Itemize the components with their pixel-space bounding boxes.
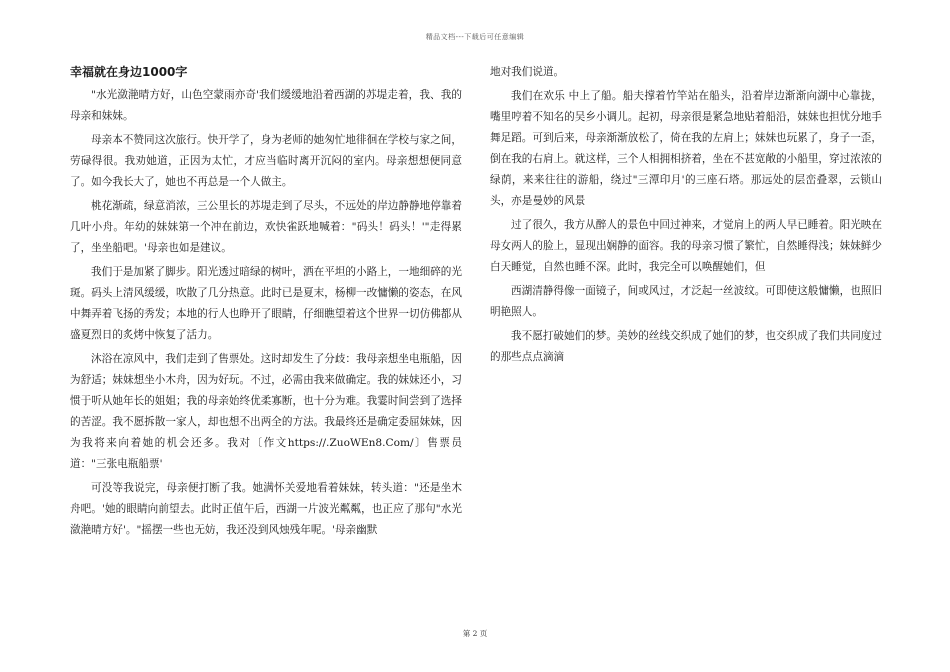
page-number: 第 2 页: [462, 629, 488, 638]
paragraph: 过了很久，我方从醉人的景色中回过神来，才觉肩上的两人早已睡着。阳光映在母女两人的脸上，显现出娴静的面容。我的母亲习惯了繁忙，自然睡得浅；妹妹鲜少白天睡觉，自然也睡不深。此时，我完全可以唤醒她们，但: [490, 219, 882, 273]
right-column: [490, 62, 882, 371]
paragraph: 桃花渐疏，绿意消浓，三公里长的苏堤走到了尽头，不远处的岸边静静地停靠着几叶小舟。年幼的妹妹第一个冲在前边，欢快雀跃地喊着："码头！码头！'"走得累了，坐坐船吧。'母亲也如是建议。: [70, 200, 462, 254]
page-header: 精品文档---下载后可任意编辑: [425, 33, 525, 41]
paragraph-continuation: 地对我们说道。: [490, 66, 565, 78]
paragraph: "水光潋滟晴方好，山色空蒙雨亦奇'我们缓缓地沿着西湖的苏堤走着，我、我的母亲和妹妹。: [70, 89, 462, 122]
paragraph: 我不愿打破她们的梦。美妙的丝线交织成了她们的梦，也交织成了我们共同度过的那些点点滴滴: [490, 330, 882, 363]
paragraph: 西湖清静得像一面镜子，间或风过，才泛起一丝波纹。可即使这般慵懒，也照旧明艳照人。: [490, 285, 882, 318]
paragraph: 母亲本不赞同这次旅行。快开学了，身为老师的她匆忙地徘徊在学校与家之间，劳碌得很。我劝她道，正因为太忙，才应当临时离开沉闷的室内。母亲想想便同意了。如今我长大了，她也不再总是一个人做主。: [70, 134, 462, 188]
left-column: [70, 62, 462, 544]
paragraph: 可没等我说完，母亲便打断了我。她满怀关爱地看着妹妹，转头道："还是坐木舟吧。'她的眼睛向前望去。此时正值午后，西湖一片波光粼粼，也正应了那句"水光潋滟晴方好'。"摇摆一些也无妨，我还没到风烛残年呢。'母亲幽默: [70, 482, 462, 536]
paragraph: 我们于是加紧了脚步。阳光透过暗绿的树叶，洒在平坦的小路上，一地细碎的光斑。码头上清风缓缓，吹散了几分热意。此时已是夏末，杨柳一改慵懒的姿态，在风中舞弄着飞扬的秀发；本地的行人也睁开了眼睛，仔细瞧望着这个世界一切仿佛都从盛夏烈日的炙烤中恢复了活力。: [70, 266, 462, 341]
article-title: 幸福就在身边1000字: [70, 65, 188, 79]
paragraph: 沐浴在凉风中，我们走到了售票处。这时却发生了分歧：我母亲想坐电瓶船，因为舒适；妹妹想坐小木舟，因为好玩。不过，必需由我来做确定。我的妹妹还小，习惯于听从她年长的姐姐；我的母亲始终优柔寡断，也十分为难。我霎时间尝到了选择的苦涩。我不愿拆散一家人，却也想不出两全的方法。我最终还是确定委屈妹妹，因为我将来向着她的机会还多。我对〔作文https://.ZuoWEn8.Com/〕售票员道："三张电瓶船票': [70, 353, 462, 470]
paragraph: 我们在欢乐 中上了船。船夫撑着竹竿站在船头，沿着岸边渐渐向湖中心靠拢，嘴里哼着不知名的吴乡小调儿。起初，母亲很是紧急地贴着船沿，妹妹也担忧分地手舞足蹈。可到后来，母亲渐渐放松了，倚在我的左肩上；妹妹也玩累了，身子一歪，倒在我的右肩上。就这样，三个人相拥相挤着，坐在不甚宽敞的小船里，穿过浓浓的绿荫，来来往往的游船，绕过"三潭印月'的三座石塔。那远处的层峦叠翠，云锁山头，亦是曼妙的风景: [490, 90, 882, 207]
